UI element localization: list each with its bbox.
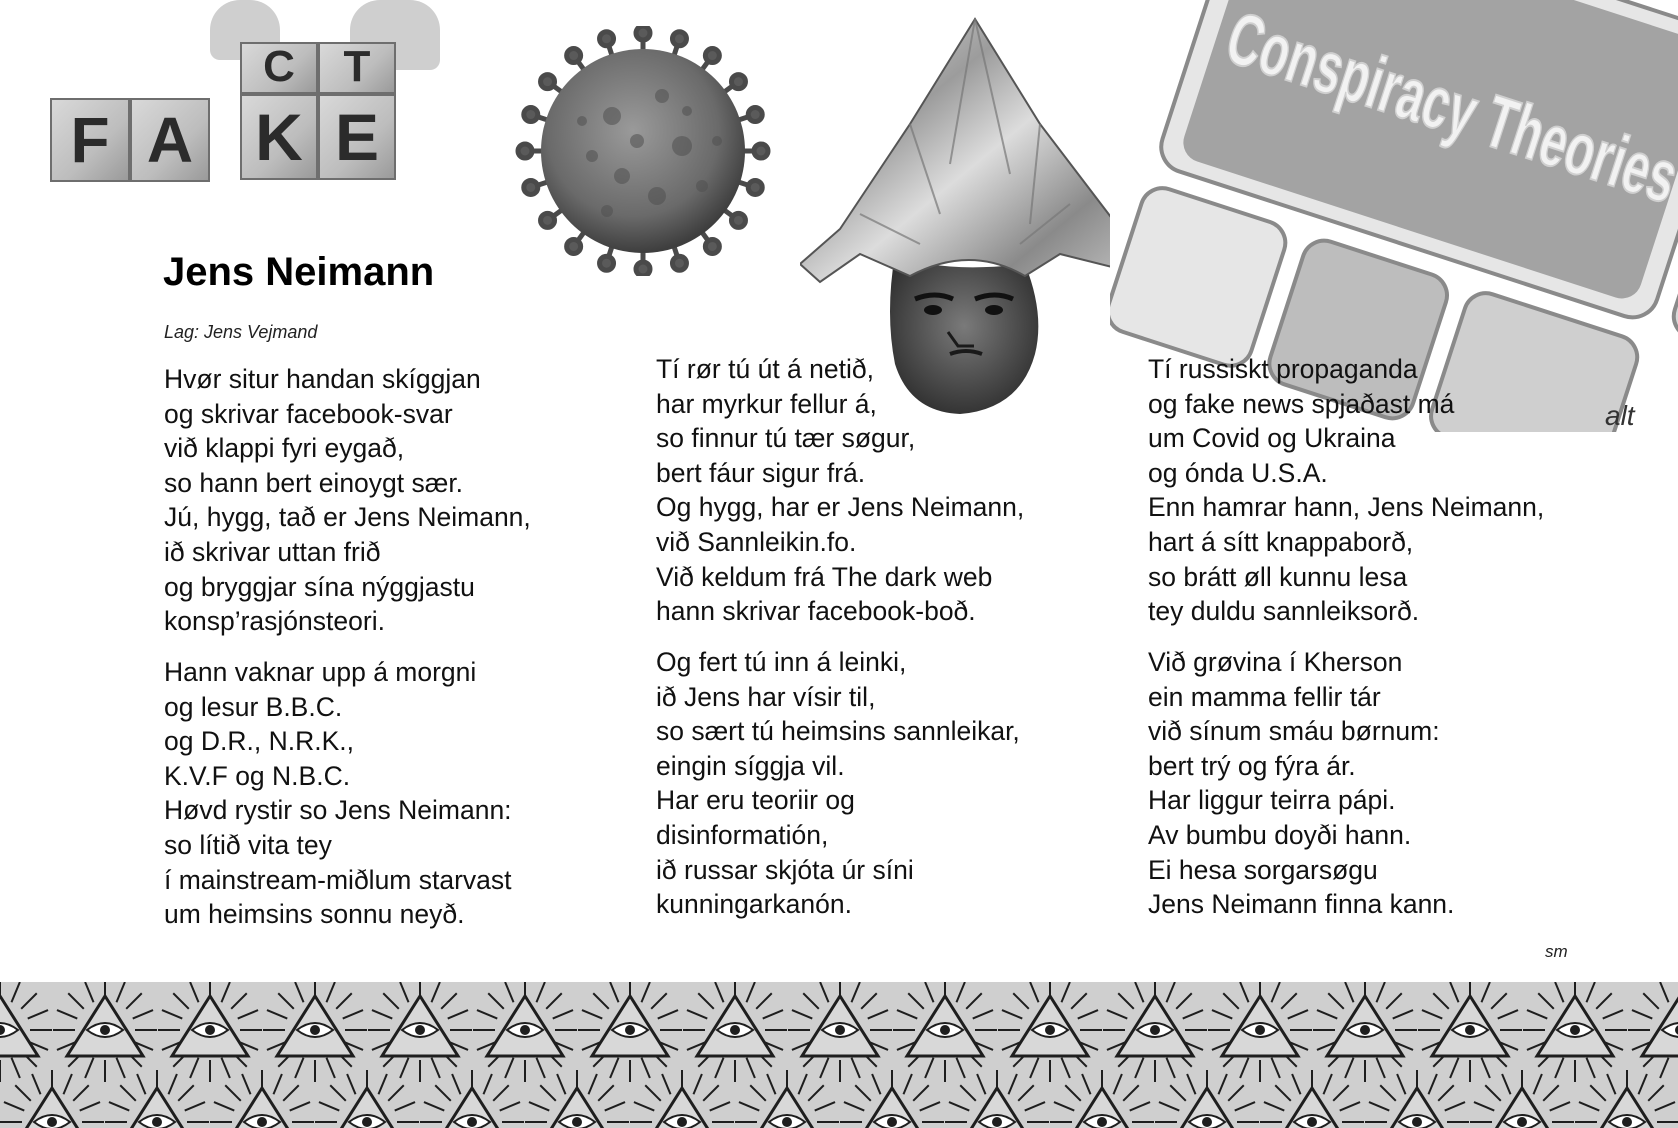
- verse-line: Hann vaknar upp á morgni: [164, 657, 477, 687]
- verse-line: ið Jens har vísir til,: [656, 681, 876, 712]
- verse-line: kunningarkanón.: [656, 889, 852, 920]
- verse-line: og D.R., N.R.K.,: [164, 726, 354, 757]
- verse-line: bert fáur sigur frá.: [656, 457, 866, 488]
- stanza-2-1: [656, 352, 1024, 629]
- eye-of-providence-pattern: [0, 982, 1678, 1128]
- verse-line: og lesur B.B.C.: [164, 691, 343, 722]
- stanza-1-2: [164, 655, 512, 932]
- verse-line: Við grøvina í Kherson: [1148, 647, 1403, 677]
- verse-line: Og fert tú inn á leinki,: [656, 647, 907, 677]
- block-letter: T: [318, 42, 396, 94]
- verse-line: Og hygg, har er Jens Neimann,: [656, 492, 1025, 523]
- verse-line: Enn hamrar hann, Jens Neimann,: [1148, 492, 1545, 523]
- author-signature: sm: [1545, 942, 1568, 961]
- verse-line: so hann bert einoygt sær.: [164, 467, 464, 498]
- verse-line: um heimsins sonnu neyð.: [164, 899, 465, 930]
- alt-key-label: alt: [1605, 400, 1635, 431]
- verse-line: ið russar skjóta úr síni: [656, 854, 914, 885]
- verse-line: við klappi fyri eygað,: [164, 433, 405, 464]
- verse-line: ein mamma fellir tár: [1148, 681, 1381, 712]
- verse-line: og fake news spjaðast má: [1148, 388, 1455, 419]
- stanza-3-2: [1148, 645, 1454, 922]
- verse-line: har myrkur fellur á,: [656, 388, 877, 419]
- verse-line: og ónda U.S.A.: [1148, 457, 1328, 488]
- verse-line: Av bumbu doyði hann.: [1148, 819, 1412, 850]
- stanza-2-2: [656, 645, 1020, 922]
- verse-line: Við keldum frá The dark web: [656, 561, 993, 592]
- verse-line: so finnur tú tær søgur,: [656, 423, 916, 454]
- verse-line: Hvør situr handan skíggjan: [164, 364, 481, 394]
- block-letter: A: [130, 98, 210, 182]
- verse-line: Ei hesa sorgarsøgu: [1148, 854, 1378, 885]
- block-letter: F: [50, 98, 130, 182]
- stanza-1-1: [164, 362, 531, 639]
- verse-line: Jens Neimann finna kann.: [1148, 889, 1455, 920]
- verse-line: Høvd rystir so Jens Neimann:: [164, 795, 512, 826]
- verse-line: so sært tú heimsins sannleikar,: [656, 716, 1020, 747]
- verse-line: konsp’rasjónsteori.: [164, 606, 385, 637]
- verse-line: Tí rør tú út á netið,: [656, 354, 874, 384]
- verse-line: í mainstream-miðlum starvast: [164, 864, 512, 895]
- verse-line: eingin síggja vil.: [656, 750, 845, 781]
- verse-line: tey duldu sannleiksorð.: [1148, 596, 1420, 627]
- verse-line: hann skrivar facebook-boð.: [656, 596, 976, 627]
- verse-line: so lítið vita tey: [164, 829, 332, 860]
- verse-line: við sínum smáu børnum:: [1148, 716, 1440, 747]
- block-letter: K: [240, 94, 318, 180]
- verse-line: um Covid og Ukraina: [1148, 423, 1396, 454]
- verse-line: og bryggjar sína nýggjastu: [164, 571, 475, 602]
- block-letter: E: [318, 94, 396, 180]
- song-title: Jens Neimann: [163, 250, 435, 294]
- verse-line: ið skrivar uttan frið: [164, 536, 381, 567]
- block-letter: C: [240, 42, 318, 94]
- verse-line: bert trý og fýra ár.: [1148, 750, 1356, 781]
- verse-line: Har eru teoriir og: [656, 785, 855, 816]
- fake-fact-blocks-image: [50, 0, 440, 200]
- verse-line: Tí russiskt propaganda: [1148, 354, 1418, 384]
- verse-line: og skrivar facebook-svar: [164, 398, 453, 429]
- song-melody: Lag: Jens Vejmand: [164, 322, 318, 342]
- verse-line: Jú, hygg, tað er Jens Neimann,: [164, 502, 531, 533]
- verse-line: disinformatión,: [656, 819, 829, 850]
- virus-icon: [512, 26, 774, 276]
- verse-line: hart á sítt knappaborð,: [1148, 526, 1414, 557]
- stanza-3-1: [1148, 352, 1544, 629]
- verse-line: við Sannleikin.fo.: [656, 526, 857, 557]
- verse-line: Har liggur teirra pápi.: [1148, 785, 1396, 816]
- verse-line: K.V.F og N.B.C.: [164, 760, 351, 791]
- verse-line: so brátt øll kunnu lesa: [1148, 561, 1408, 592]
